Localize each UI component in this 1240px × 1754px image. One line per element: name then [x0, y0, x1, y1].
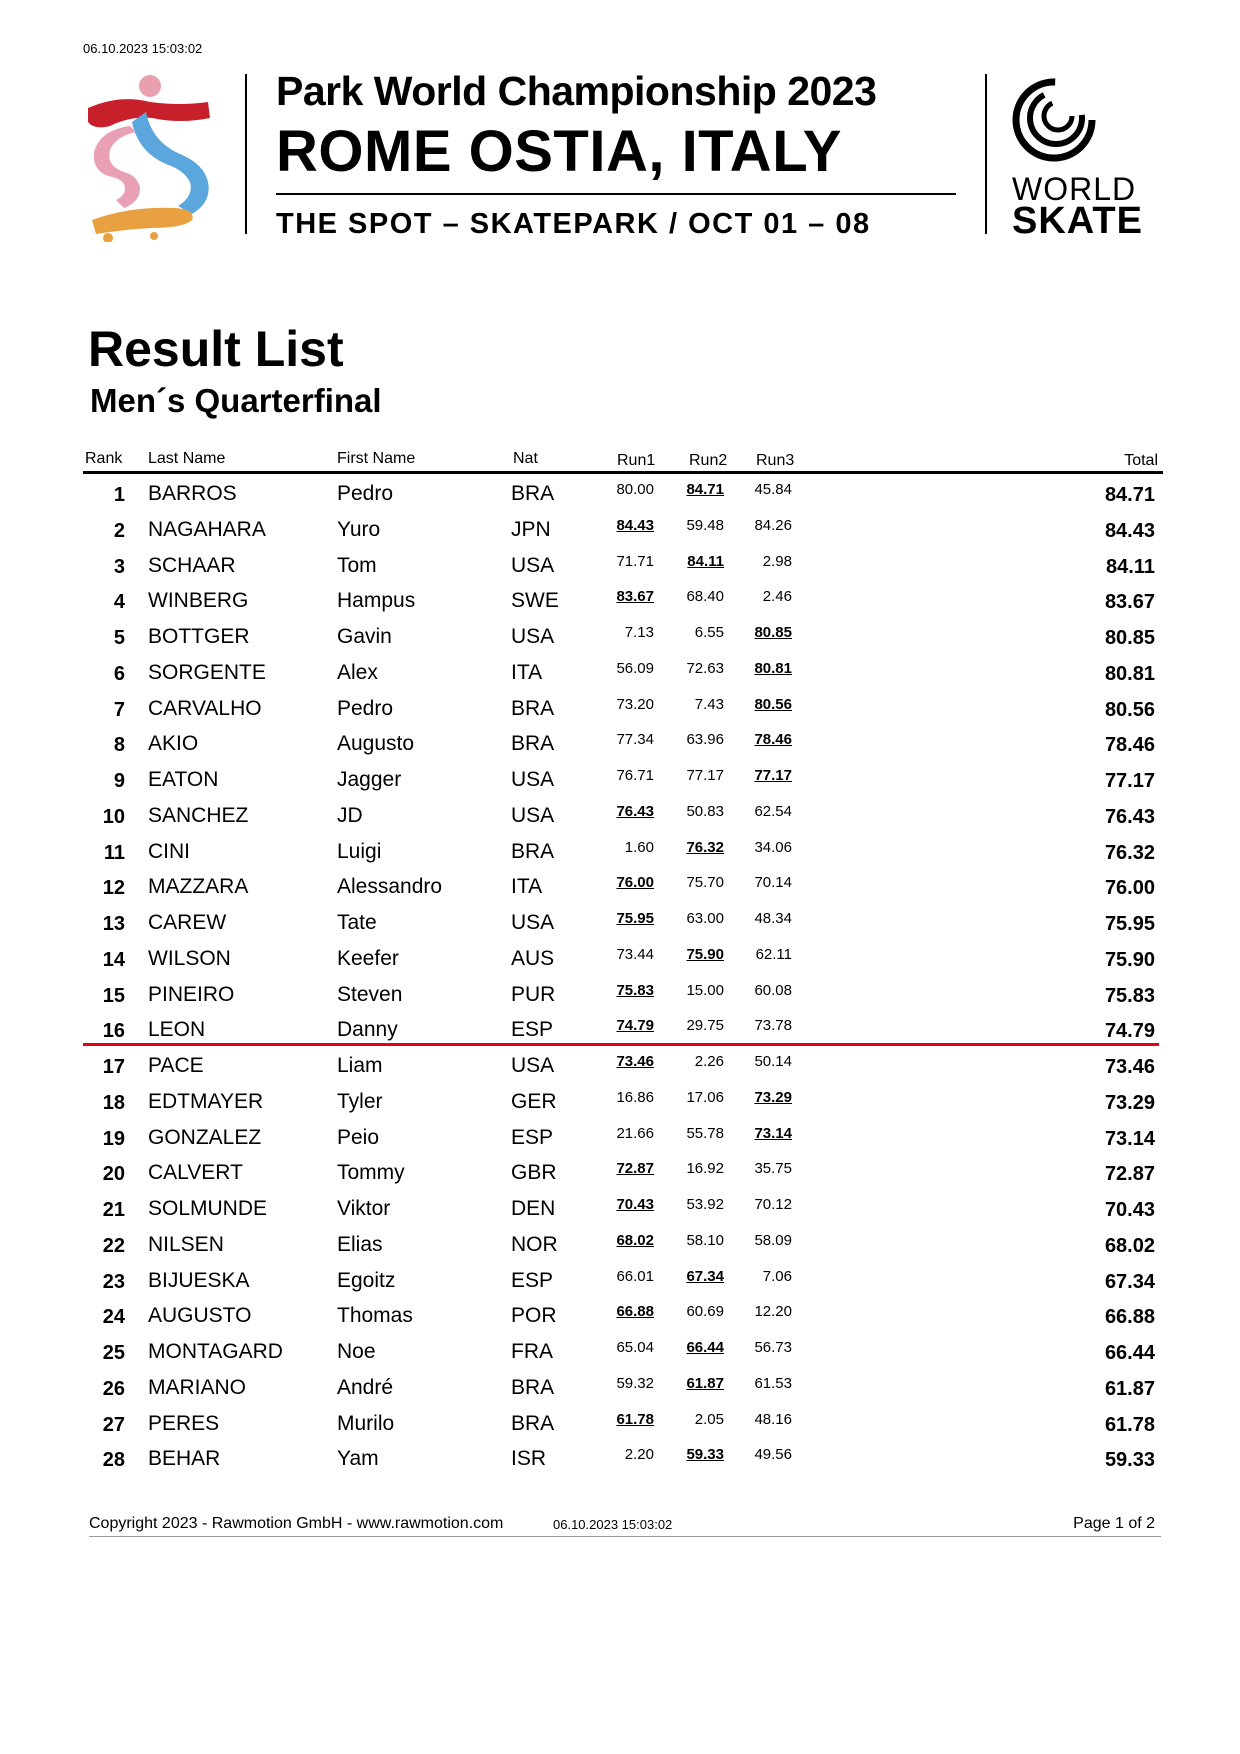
first-name-cell: JD: [337, 803, 363, 827]
table-row: [0, 1300, 1240, 1336]
event-logo-icon: [80, 72, 230, 242]
table-row: [0, 1408, 1240, 1444]
run3-cell: 77.17: [754, 767, 792, 784]
run2-cell: 6.55: [694, 624, 724, 641]
run1-cell: 66.88: [616, 1303, 654, 1321]
run1-cell: 7.13: [624, 624, 654, 641]
nat-cell: USA: [511, 553, 555, 577]
event-title: Park World Championship 2023: [276, 68, 877, 114]
run1-cell: 74.79: [616, 1017, 654, 1035]
run3-cell: 80.56: [754, 695, 792, 713]
rank-cell: 4: [113, 591, 125, 614]
nat-cell: ESP: [511, 1268, 554, 1292]
run1-cell: 1.60: [624, 838, 654, 856]
first-name-cell: Yuro: [337, 517, 381, 541]
rank-cell: 26: [102, 1377, 125, 1400]
rank-cell: 9: [113, 770, 125, 792]
run3-cell: 70.12: [754, 1196, 792, 1213]
run2-cell: 50.83: [686, 802, 724, 820]
nat-cell: BRA: [511, 839, 555, 863]
last-name-cell: SCHAAR: [148, 553, 236, 577]
run2-cell: 15.00: [686, 981, 724, 999]
footer-page-number: Page 1 of 2: [1073, 1515, 1155, 1532]
nat-cell: BRA: [511, 482, 555, 505]
last-name-cell: EDTMAYER: [148, 1089, 264, 1113]
run2-cell: 2.05: [694, 1410, 724, 1428]
nat-cell: USA: [511, 911, 555, 934]
run2-cell: 59.48: [686, 516, 724, 534]
world-skate-word-world: WORLD: [1012, 171, 1137, 207]
run3-cell: 35.75: [754, 1160, 792, 1178]
first-name-cell: Luigi: [337, 839, 382, 863]
column-header-nat: Nat: [513, 450, 538, 467]
first-name-cell: Viktor: [337, 1197, 391, 1220]
rank-cell: 3: [113, 555, 125, 578]
total-cell: 83.67: [1104, 591, 1155, 614]
qualification-cutoff-line: [83, 1043, 1159, 1046]
first-name-cell: Elias: [337, 1232, 383, 1256]
run2-cell: 29.75: [686, 1017, 724, 1035]
run3-cell: 2.46: [762, 588, 792, 606]
rank-cell: 22: [102, 1234, 125, 1257]
footer-timestamp: 06.10.2023 15:03:02: [553, 1517, 673, 1532]
run3-cell: 73.29: [754, 1088, 792, 1106]
last-name-cell: GONZALEZ: [148, 1125, 262, 1149]
last-name-cell: CALVERT: [148, 1161, 243, 1185]
run2-cell: 60.69: [686, 1303, 724, 1321]
rank-cell: 18: [102, 1091, 125, 1114]
first-name-cell: Augusto: [337, 732, 415, 756]
run3-cell: 58.09: [754, 1231, 792, 1249]
nat-cell: JPN: [511, 517, 551, 541]
rank-cell: 6: [113, 662, 125, 685]
run3-cell: 70.14: [754, 874, 792, 892]
first-name-cell: Jagger: [337, 768, 402, 791]
last-name-cell: BARROS: [148, 482, 237, 505]
nat-cell: USA: [511, 625, 555, 648]
nat-cell: NOR: [511, 1232, 558, 1256]
run1-cell: 73.20: [616, 695, 654, 713]
total-cell: 72.87: [1104, 1163, 1155, 1186]
run3-cell: 73.78: [754, 1017, 792, 1035]
table-row: [0, 1336, 1240, 1372]
total-cell: 76.43: [1104, 805, 1155, 828]
run1-cell: 80.00: [616, 481, 654, 498]
first-name-cell: Peio: [337, 1125, 380, 1149]
run1-cell: 76.43: [616, 802, 654, 820]
first-name-cell: André: [337, 1375, 394, 1399]
run1-cell: 21.66: [616, 1124, 654, 1142]
last-name-cell: MONTAGARD: [148, 1340, 283, 1363]
last-name-cell: NILSEN: [148, 1232, 224, 1256]
run3-cell: 34.06: [754, 838, 792, 856]
column-header-last-name: Last Name: [148, 450, 226, 467]
rank-cell: 21: [102, 1199, 125, 1221]
run2-cell: 76.32: [686, 838, 724, 856]
table-row: [0, 621, 1240, 657]
total-cell: 61.87: [1104, 1377, 1155, 1400]
total-cell: 59.33: [1104, 1449, 1155, 1472]
run2-cell: 55.78: [686, 1124, 724, 1142]
nat-cell: BRA: [511, 696, 555, 720]
table-row: [0, 1122, 1240, 1158]
run1-cell: 77.34: [616, 731, 654, 749]
run2-cell: 7.43: [694, 695, 724, 713]
first-name-cell: Tyler: [337, 1089, 383, 1113]
rank-cell: 19: [102, 1127, 125, 1150]
run2-cell: 68.40: [686, 588, 724, 606]
table-row: [0, 943, 1240, 979]
table-row: [0, 585, 1240, 621]
table-row: [0, 871, 1240, 907]
nat-cell: USA: [511, 803, 555, 827]
nat-cell: BRA: [511, 1375, 555, 1399]
run1-cell: 66.01: [616, 1267, 654, 1285]
rank-cell: 13: [102, 913, 125, 935]
rank-cell: 7: [113, 698, 125, 721]
first-name-cell: Hampus: [337, 589, 416, 613]
run1-cell: 71.71: [616, 552, 654, 570]
print-timestamp: 06.10.2023 15:03:02: [83, 41, 203, 56]
total-cell: 76.00: [1104, 877, 1155, 900]
nat-cell: BRA: [511, 1411, 555, 1435]
run3-cell: 49.56: [754, 1446, 792, 1464]
first-name-cell: Keefer: [337, 946, 399, 970]
run1-cell: 70.43: [616, 1196, 654, 1213]
first-name-cell: Yam: [337, 1447, 379, 1471]
first-name-cell: Alex: [337, 660, 378, 684]
run3-cell: 7.06: [762, 1267, 792, 1285]
first-name-cell: Tate: [337, 911, 377, 934]
run1-cell: 83.67: [616, 588, 654, 606]
rank-cell: 14: [102, 948, 125, 971]
table-row: [0, 693, 1240, 729]
last-name-cell: AKIO: [148, 732, 199, 756]
event-location: ROME OSTIA, ITALY: [276, 119, 842, 184]
run3-cell: 56.73: [754, 1339, 792, 1356]
rank-cell: 24: [102, 1306, 125, 1329]
column-header-run3: Run3: [756, 452, 795, 469]
first-name-cell: Gavin: [337, 625, 392, 648]
total-cell: 84.43: [1104, 519, 1155, 542]
world-skate-logo-icon: [1012, 72, 1097, 167]
nat-cell: ESP: [511, 1125, 554, 1149]
total-cell: 75.95: [1104, 913, 1155, 935]
nat-cell: BRA: [511, 732, 555, 756]
total-cell: 76.32: [1104, 841, 1155, 864]
run1-cell: 61.78: [616, 1410, 654, 1428]
total-cell: 67.34: [1104, 1270, 1155, 1293]
last-name-cell: MARIANO: [148, 1375, 247, 1399]
nat-cell: DEN: [511, 1197, 556, 1220]
rank-cell: 27: [102, 1413, 125, 1436]
nat-cell: USA: [511, 1054, 555, 1077]
last-name-cell: SOLMUNDE: [148, 1197, 268, 1220]
last-name-cell: LEON: [148, 1018, 206, 1042]
run2-cell: 75.70: [686, 874, 724, 892]
run3-cell: 12.20: [754, 1303, 792, 1321]
run2-cell: 2.26: [694, 1053, 724, 1070]
rank-cell: 11: [103, 841, 125, 864]
event-venue: THE SPOT – SKATEPARK / OCT 01 – 08: [276, 208, 871, 240]
table-row: [0, 764, 1240, 800]
table-row: [0, 550, 1240, 586]
rank-cell: 10: [102, 805, 125, 828]
last-name-cell: PINEIRO: [148, 982, 235, 1006]
run1-cell: 68.02: [616, 1231, 654, 1249]
table-row: [0, 1265, 1240, 1301]
last-name-cell: SORGENTE: [148, 660, 266, 684]
last-name-cell: PERES: [148, 1411, 220, 1435]
rank-cell: 15: [102, 984, 125, 1007]
table-row: [0, 836, 1240, 872]
total-cell: 66.44: [1104, 1342, 1155, 1364]
total-cell: 84.11: [1106, 555, 1155, 578]
run1-cell: 76.71: [616, 767, 654, 784]
table-row: [0, 728, 1240, 764]
nat-cell: USA: [511, 768, 555, 791]
run3-cell: 61.53: [754, 1374, 792, 1392]
event-divider: [276, 193, 956, 195]
run1-cell: 84.43: [616, 516, 654, 534]
total-cell: 80.56: [1104, 698, 1155, 721]
total-cell: 80.85: [1104, 627, 1155, 649]
last-name-cell: CAREW: [148, 911, 227, 934]
run3-cell: 80.85: [754, 624, 792, 641]
table-header-rule: [83, 471, 1163, 474]
rank-cell: 8: [113, 734, 125, 757]
run2-cell: 72.63: [686, 659, 724, 677]
total-cell: 73.14: [1104, 1127, 1155, 1150]
header-divider: [985, 74, 987, 234]
run2-cell: 17.06: [686, 1088, 724, 1106]
last-name-cell: EATON: [148, 768, 219, 791]
run1-cell: 76.00: [616, 874, 654, 892]
last-name-cell: CINI: [148, 839, 190, 863]
nat-cell: SWE: [511, 589, 559, 613]
first-name-cell: Murilo: [337, 1411, 395, 1435]
total-cell: 75.90: [1104, 948, 1155, 971]
last-name-cell: BOTTGER: [148, 625, 250, 648]
results-table: [0, 478, 1240, 1479]
run3-cell: 2.98: [762, 552, 792, 570]
run1-cell: 75.95: [616, 910, 654, 927]
last-name-cell: MAZZARA: [148, 875, 249, 899]
column-header-total: Total: [1124, 452, 1158, 469]
table-row: [0, 1443, 1240, 1479]
last-name-cell: WINBERG: [148, 589, 249, 613]
rank-cell: 1: [113, 484, 125, 506]
run3-cell: 78.46: [754, 731, 792, 749]
rank-cell: 2: [113, 519, 125, 542]
total-cell: 75.83: [1104, 984, 1155, 1007]
first-name-cell: Tom: [337, 553, 377, 577]
run2-cell: 84.71: [686, 481, 724, 498]
run3-cell: 48.16: [754, 1410, 792, 1428]
total-cell: 77.17: [1104, 770, 1155, 792]
nat-cell: ESP: [511, 1018, 554, 1042]
run1-cell: 65.04: [616, 1339, 654, 1356]
total-cell: 80.81: [1104, 662, 1155, 685]
total-cell: 73.29: [1104, 1091, 1155, 1114]
last-name-cell: CARVALHO: [148, 696, 262, 720]
table-row: [0, 1050, 1240, 1086]
run2-cell: 16.92: [686, 1160, 724, 1178]
run2-cell: 58.10: [686, 1231, 724, 1249]
run2-cell: 63.00: [686, 910, 724, 927]
first-name-cell: Liam: [337, 1054, 383, 1077]
table-row: [0, 1372, 1240, 1408]
column-header-run2: Run2: [689, 452, 728, 469]
rank-cell: 20: [102, 1163, 125, 1186]
nat-cell: POR: [511, 1304, 557, 1328]
run3-cell: 62.11: [755, 945, 792, 963]
run3-cell: 60.08: [754, 981, 792, 999]
last-name-cell: PACE: [148, 1054, 204, 1077]
run2-cell: 63.96: [686, 731, 724, 749]
header-divider: [245, 74, 247, 234]
total-cell: 70.43: [1104, 1199, 1155, 1221]
table-row: [0, 478, 1240, 514]
total-cell: 68.02: [1104, 1234, 1155, 1257]
table-row: [0, 979, 1240, 1015]
rank-cell: 12: [102, 877, 125, 900]
run3-cell: 50.14: [754, 1053, 792, 1070]
run1-cell: 75.83: [616, 981, 654, 999]
run3-cell: 45.84: [754, 481, 792, 498]
last-name-cell: AUGUSTO: [148, 1304, 252, 1328]
table-row: [0, 1157, 1240, 1193]
run2-cell: 75.90: [686, 945, 724, 963]
run2-cell: 59.33: [686, 1446, 724, 1464]
total-cell: 73.46: [1104, 1056, 1155, 1078]
run2-cell: 66.44: [686, 1339, 724, 1356]
first-name-cell: Tommy: [337, 1161, 405, 1185]
rank-cell: 25: [102, 1342, 125, 1364]
footer-copyright: Copyright 2023 - Rawmotion GmbH - www.rawmotion.com: [89, 1515, 504, 1532]
nat-cell: ITA: [511, 660, 543, 684]
nat-cell: GER: [511, 1089, 557, 1113]
table-row: [0, 514, 1240, 550]
run3-cell: 73.14: [754, 1124, 792, 1142]
total-cell: 74.79: [1104, 1020, 1155, 1043]
rank-cell: 23: [102, 1270, 125, 1293]
nat-cell: FRA: [511, 1340, 553, 1363]
first-name-cell: Pedro: [337, 696, 394, 720]
last-name-cell: BEHAR: [148, 1447, 221, 1471]
table-row: [0, 1193, 1240, 1229]
column-header-run1: Run1: [617, 452, 656, 469]
last-name-cell: SANCHEZ: [148, 803, 249, 827]
last-name-cell: WILSON: [148, 946, 231, 970]
rank-cell: 16: [102, 1020, 125, 1043]
nat-cell: AUS: [511, 946, 555, 970]
last-name-cell: NAGAHARA: [148, 517, 266, 541]
first-name-cell: Thomas: [337, 1304, 413, 1328]
nat-cell: GBR: [511, 1161, 557, 1185]
nat-cell: PUR: [511, 982, 556, 1006]
world-skate-word-skate: SKATE: [1012, 200, 1143, 242]
first-name-cell: Alessandro: [337, 875, 443, 899]
run3-cell: 48.34: [754, 910, 792, 927]
run2-cell: 53.92: [686, 1196, 724, 1213]
first-name-cell: Pedro: [337, 482, 394, 505]
table-row: [0, 800, 1240, 836]
footer-rule: [89, 1536, 1161, 1537]
table-row: [0, 1229, 1240, 1265]
table-row: [0, 657, 1240, 693]
page-subtitle: Men´s Quarterfinal: [90, 382, 382, 419]
total-cell: 61.78: [1104, 1413, 1155, 1436]
rank-cell: 17: [102, 1056, 125, 1078]
total-cell: 66.88: [1104, 1306, 1155, 1329]
page-title: Result List: [88, 321, 344, 377]
nat-cell: ITA: [511, 875, 543, 899]
total-cell: 84.71: [1104, 484, 1155, 506]
first-name-cell: Egoitz: [337, 1268, 396, 1292]
rank-cell: 28: [102, 1449, 125, 1472]
run2-cell: 67.34: [686, 1267, 724, 1285]
table-row: [0, 1086, 1240, 1122]
run2-cell: 84.11: [687, 552, 724, 570]
rank-cell: 5: [113, 627, 125, 649]
first-name-cell: Steven: [337, 982, 403, 1006]
table-row: [0, 907, 1240, 943]
column-header-rank: Rank: [85, 450, 123, 467]
run1-cell: 59.32: [616, 1374, 654, 1392]
run2-cell: 61.87: [686, 1374, 724, 1392]
nat-cell: ISR: [511, 1447, 547, 1471]
run1-cell: 2.20: [624, 1446, 654, 1464]
column-header-first-name: First Name: [337, 450, 416, 467]
run3-cell: 80.81: [754, 659, 792, 677]
run1-cell: 72.87: [616, 1160, 654, 1178]
run1-cell: 73.46: [616, 1053, 654, 1070]
run3-cell: 62.54: [754, 802, 792, 820]
first-name-cell: Danny: [337, 1018, 398, 1042]
run3-cell: 84.26: [754, 516, 792, 534]
total-cell: 78.46: [1104, 734, 1155, 757]
last-name-cell: BIJUESKA: [148, 1268, 250, 1292]
run1-cell: 16.86: [616, 1088, 654, 1106]
run1-cell: 73.44: [616, 945, 654, 963]
first-name-cell: Noe: [337, 1340, 376, 1363]
run1-cell: 56.09: [616, 659, 654, 677]
run2-cell: 77.17: [686, 767, 724, 784]
